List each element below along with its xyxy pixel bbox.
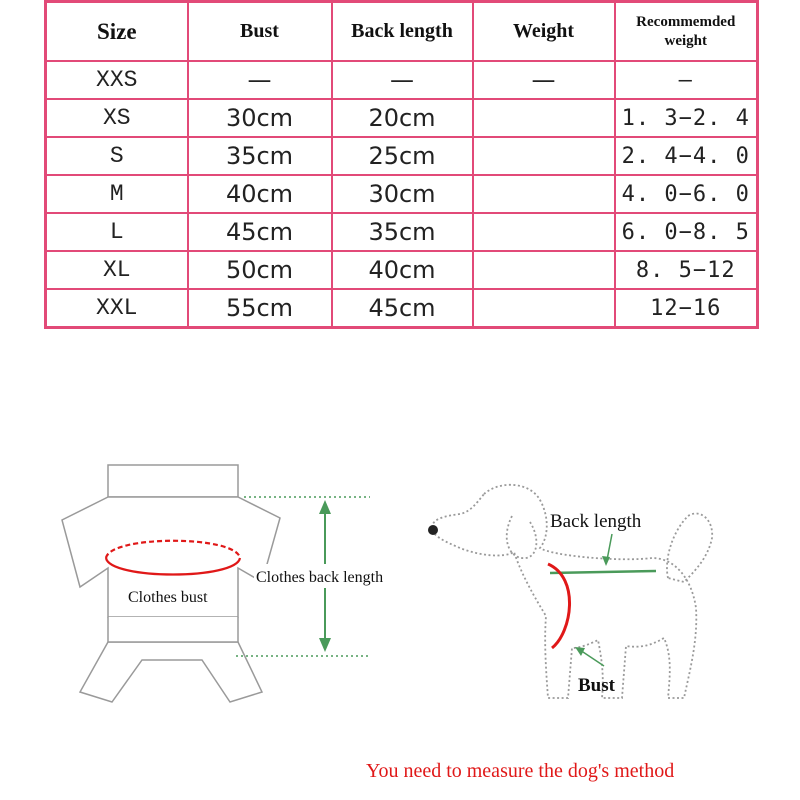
cell-recommended-weight: 4. 0−6. 0 — [615, 175, 758, 213]
clothes-outline-icon — [62, 465, 280, 702]
cell-bust: 50cm — [188, 251, 332, 289]
header-size: Size — [46, 2, 188, 62]
dog-nose-icon — [428, 525, 438, 535]
cell-recommended-weight: 2. 4−4. 0 — [615, 137, 758, 175]
cell-bust: 35cm — [188, 137, 332, 175]
header-recommended-weight: Recommemded weight — [615, 2, 758, 62]
cell-back-length: — — [332, 61, 473, 99]
cell-recommended-weight: 8. 5−12 — [615, 251, 758, 289]
clothes-back-length-label: Clothes back length — [256, 569, 384, 586]
table-row — [46, 251, 758, 289]
cell-recommended-weight: 1. 3−2. 4 — [615, 99, 758, 137]
table-row — [46, 137, 758, 175]
cell-back-length: 40cm — [332, 251, 473, 289]
cell-weight — [473, 213, 615, 251]
bust-label: Bust — [578, 675, 615, 696]
header-weight: Weight — [473, 2, 615, 62]
cell-back-length: 45cm — [332, 289, 473, 328]
cell-back-length: 20cm — [332, 99, 473, 137]
cell-bust: 40cm — [188, 175, 332, 213]
cell-size: M — [46, 175, 188, 213]
cell-weight — [473, 175, 615, 213]
cell-back-length: 30cm — [332, 175, 473, 213]
cell-size: XL — [46, 251, 188, 289]
cell-size: XXS — [46, 61, 188, 99]
dog-tail-icon — [667, 513, 712, 582]
cell-size: XS — [46, 99, 188, 137]
table-row — [46, 61, 758, 99]
table-row — [46, 175, 758, 213]
cell-size: S — [46, 137, 188, 175]
size-chart-table — [44, 0, 759, 329]
cell-recommended-weight: 6. 0−8. 5 — [615, 213, 758, 251]
back-length-label: Back length — [550, 511, 642, 532]
cell-size: XXL — [46, 289, 188, 328]
table-header-row — [46, 2, 758, 62]
cell-weight: — — [473, 61, 615, 99]
dog-bust-ring-icon — [548, 564, 570, 648]
cell-recommended-weight: 12−16 — [615, 289, 758, 328]
header-bust: Bust — [188, 2, 332, 62]
cell-bust: 55cm — [188, 289, 332, 328]
measure-note: You need to measure the dog's method — [366, 760, 675, 782]
cell-recommended-weight: — — [615, 61, 758, 99]
table-row — [46, 99, 758, 137]
back-length-pointer-icon — [602, 534, 612, 566]
cell-back-length: 25cm — [332, 137, 473, 175]
measurement-diagram — [0, 430, 800, 800]
cell-bust: 45cm — [188, 213, 332, 251]
table-row — [46, 213, 758, 251]
cell-weight — [473, 99, 615, 137]
cell-bust: — — [188, 61, 332, 99]
cell-weight — [473, 137, 615, 175]
clothes-bust-label: Clothes bust — [128, 589, 208, 606]
cell-weight — [473, 251, 615, 289]
cell-back-length: 35cm — [332, 213, 473, 251]
cell-bust: 30cm — [188, 99, 332, 137]
table-row — [46, 289, 758, 328]
cell-weight — [473, 289, 615, 328]
header-back-length: Back length — [332, 2, 473, 62]
cell-size: L — [46, 213, 188, 251]
bust-pointer-icon — [575, 647, 604, 666]
dog-back-length-line — [550, 571, 656, 573]
